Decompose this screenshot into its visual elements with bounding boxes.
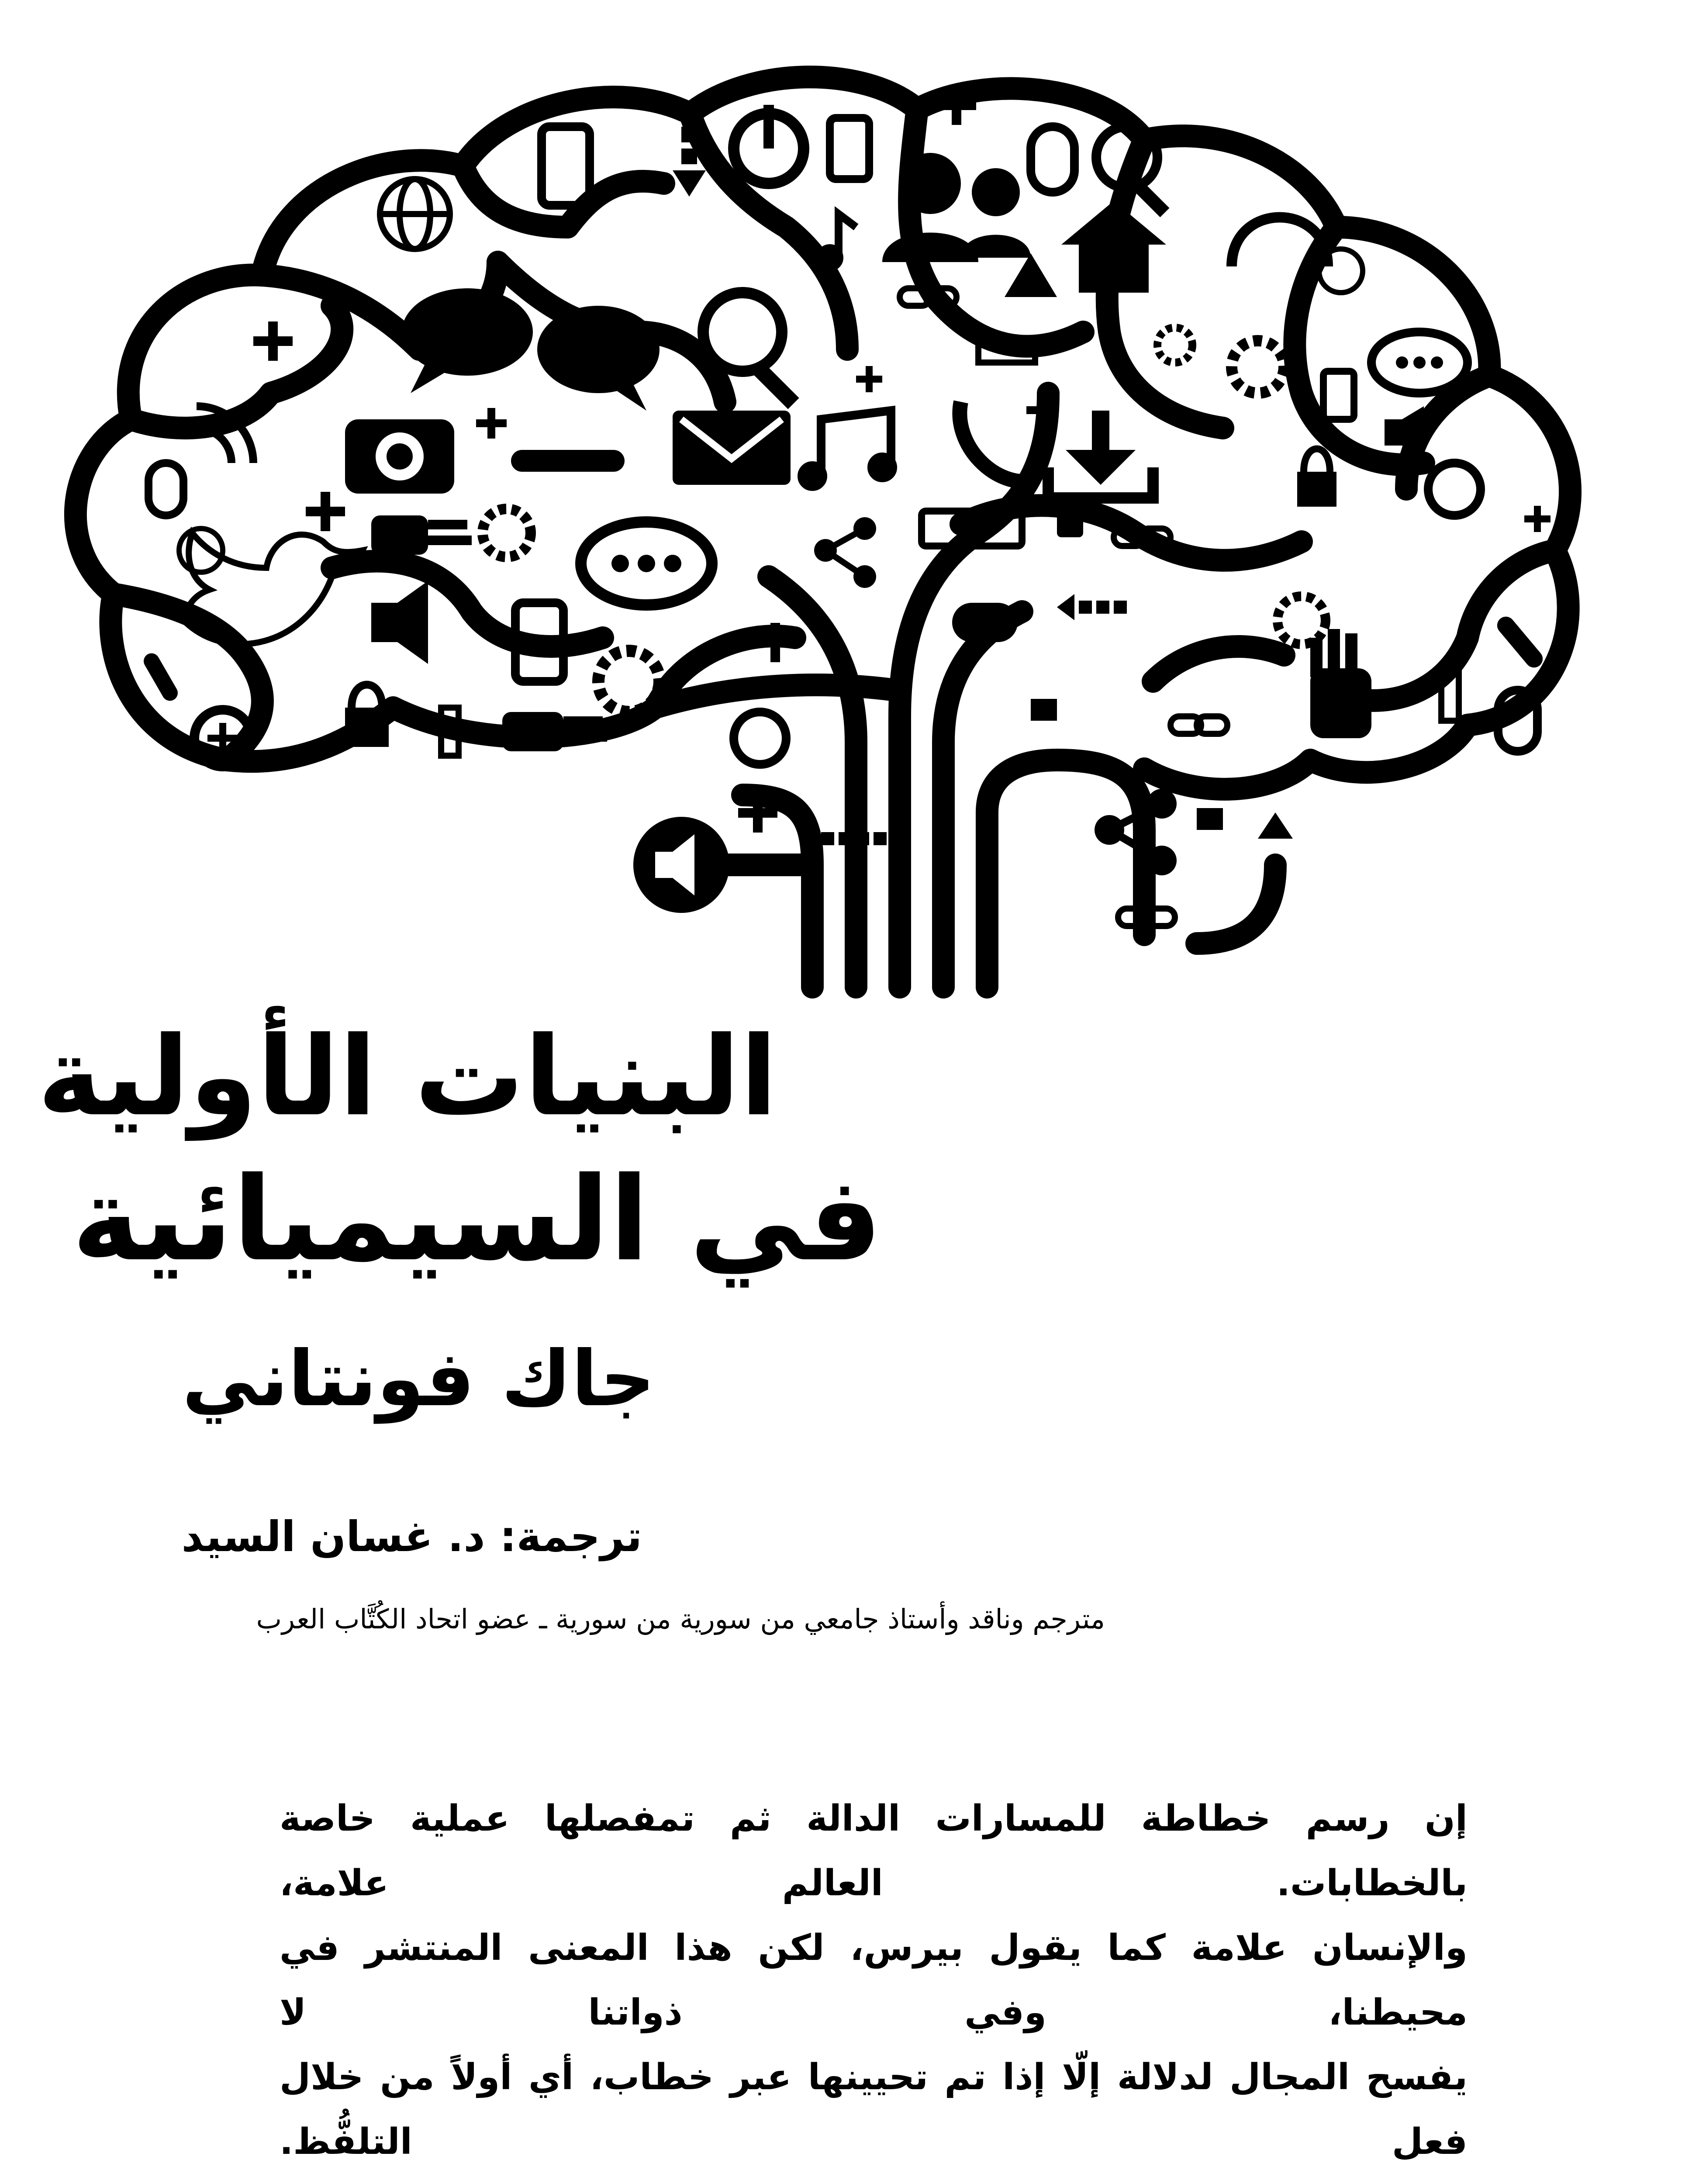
music-note-icon [820,214,856,267]
gear-icon [483,509,531,557]
ellipsis-bubble-icon [581,522,712,605]
globe-icon [380,179,450,249]
wrench-icon [511,450,625,472]
at-sign-icon [1319,249,1363,293]
arrow-left-dots-icon [1057,594,1127,620]
speaker-icon [371,581,428,664]
gear-icon [1157,328,1192,363]
mobile-phone-icon [830,118,869,179]
mouse-icon [1031,127,1074,192]
arrow-up-icon [1258,812,1293,839]
brain-stem [987,760,1144,987]
camera-icon [345,419,454,494]
magnifier-icon [1428,463,1481,515]
ellipsis-bubble-icon [1371,332,1468,393]
mouse-icon [148,463,183,515]
music-note-icon [802,411,893,487]
link-icon [1118,909,1175,926]
brain-fold [463,166,664,227]
translator-bio: مترجم وناقد وأستاذ جامعي من سورية من سورية ـ عضو اتحاد الكُتَّاب العرب [256,1603,1105,1635]
hand-icon [1310,629,1371,738]
magnifier-icon [734,712,786,764]
plus-icon [306,492,345,531]
blurb-line: والإنسان علامة كما يقول بيرس، لكن هذا المعنى المنتشر في محيطنا، وفي ذواتنا لا [280,1927,1468,2033]
blurb-line: يفسح المجال لدلالة إلّا إذا تم تحيينها عبر خطاب، أي أولاً من خلال فعل التلفُّظ. [280,2056,1468,2163]
hand-icon [371,515,472,555]
book-title-line1: البنيات الأولية [37,1013,777,1140]
brain-stem [1197,865,1275,943]
plus-icon [476,408,507,439]
home-icon [1061,201,1166,293]
plus-icon [856,366,882,392]
brain-illustration [0,0,1699,1005]
lock-icon [1197,808,1223,830]
author-name: جاك فونتاني [182,1335,655,1424]
translator-credit: ترجمة: د. غسان السيد [181,1512,642,1561]
share-icon [814,517,876,588]
blurb-line [280,2174,1468,2184]
lock-icon [1297,449,1336,507]
envelope-icon [673,411,791,485]
lock-icon [345,685,389,747]
lock-icon [1031,699,1057,721]
power-icon [734,105,804,183]
brain-fold [1354,550,1555,701]
warning-icon [1005,253,1057,297]
brain-fold [1153,646,1284,681]
link-icon [1171,716,1227,734]
plus-icon [253,321,293,361]
mobile-phone-icon [1323,371,1354,419]
wrench-icon [141,650,180,704]
gear-icon [1232,341,1284,393]
gear-icon [598,651,660,712]
at-sign-icon [179,529,223,572]
arrow-left-dots-icon [799,826,887,852]
hand-icon [1057,507,1083,537]
plus-icon [1524,506,1551,532]
wrench-icon [1494,613,1547,671]
back-cover-blurb [280,1787,1468,2184]
chat-bubbles-icon [402,288,660,411]
gear-icon [1278,596,1326,644]
mouse-icon [952,603,1018,642]
brain-fold [909,109,1083,346]
book-title-line2: في السيميائية [72,1152,882,1287]
download-tray-icon [1048,411,1153,498]
mobile-phone-icon [542,127,590,205]
blurb-line: إن رسم خطاطة للمسارات الدالة ثم تمفصلها عملية خاصة بالخطابات. العالم علامة، [280,1798,1468,1904]
